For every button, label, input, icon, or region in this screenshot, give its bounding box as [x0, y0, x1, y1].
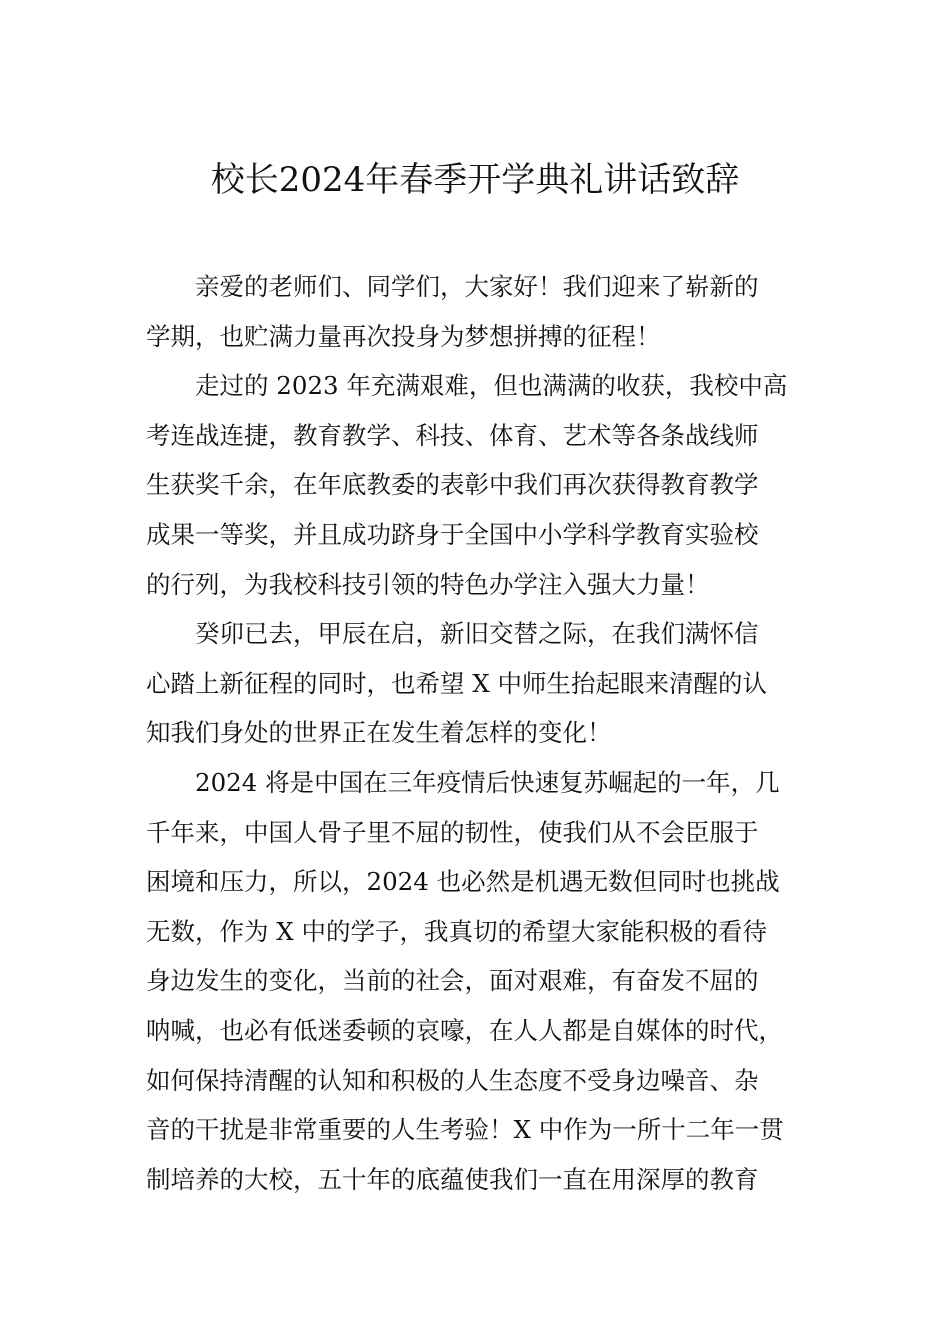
body-line-3: 走过的 2023 年充满艰难，但也满满的收获，我校中高 [195, 371, 788, 401]
body-line-4: 考连战连捷，教育教学、科技、体育、艺术等各条战线师 [146, 420, 759, 450]
body-line-18: 音的干扰是非常重要的人生考验！X 中作为一所十二年一贯 [146, 1115, 784, 1145]
body-line-13: 困境和压力，所以，2024 也必然是机遇无数但同时也挑战 [146, 867, 780, 897]
body-line-7: 的行列，为我校科技引领的特色办学注入强大力量！ [146, 569, 710, 599]
body-line-17: 如何保持清醒的认知和积极的人生态度不受身边噪音、杂 [146, 1065, 759, 1095]
body-line-16: 呐喊，也必有低迷委顿的哀嚎，在人人都是自媒体的时代， [146, 1015, 783, 1045]
body-line-8: 癸卯已去，甲辰在启，新旧交替之际，在我们满怀信 [195, 619, 759, 649]
document-body [146, 262, 836, 1204]
body-line-11: 2024 将是中国在三年疫情后快速复苏崛起的一年，几 [195, 767, 780, 797]
body-line-15: 身边发生的变化，当前的社会，面对艰难，有奋发不屈的 [146, 966, 759, 996]
body-line-6: 成果一等奖，并且成功跻身于全国中小学科学教育实验校 [146, 519, 759, 549]
body-line-9: 心踏上新征程的同时，也希望 X 中师生抬起眼来清醒的认 [146, 668, 768, 698]
document-title: 校长2024年春季开学典礼讲话致辞 [210, 160, 740, 200]
body-line-1: 亲爱的老师们、同学们，大家好！我们迎来了崭新的 [195, 272, 759, 301]
body-line-19: 制培养的大校，五十年的底蕴使我们一直在用深厚的教育 [146, 1164, 759, 1194]
body-line-5: 生获奖千余，在年底教委的表彰中我们再次获得教育教学 [146, 470, 759, 500]
body-line-12: 千年来，中国人骨子里不屈的韧性，使我们从不会臣服于 [146, 817, 759, 847]
body-line-2: 学期，也贮满力量再次投身为梦想拼搏的征程！ [146, 321, 661, 351]
body-line-14: 无数，作为 X 中的学子，我真切的希望大家能积极的看待 [146, 916, 768, 946]
body-line-10: 知我们身处的世界正在发生着怎样的变化！ [146, 718, 612, 748]
